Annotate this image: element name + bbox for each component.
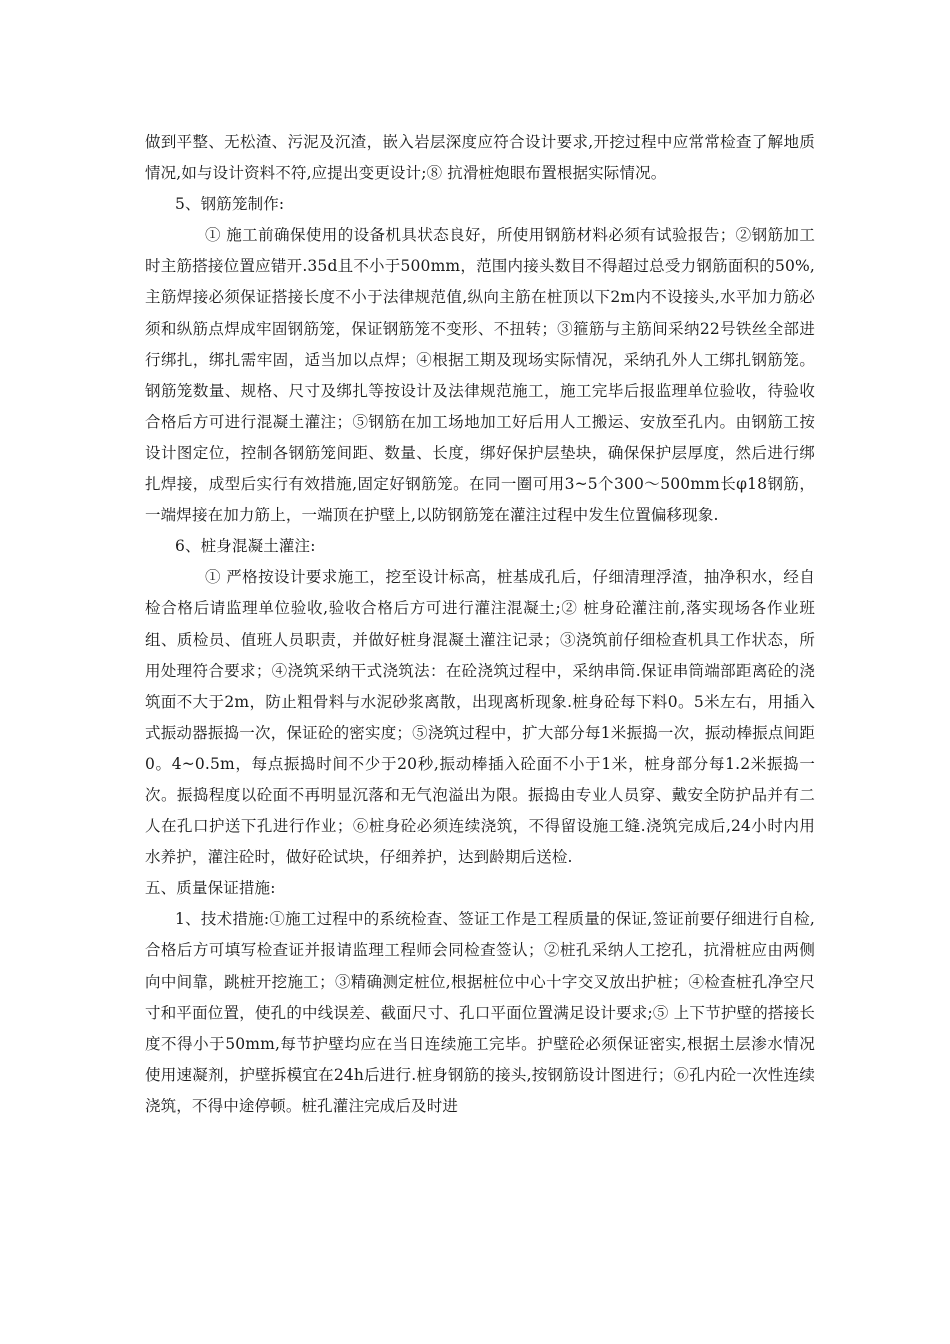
heading-rebar-cage: 5、钢筋笼制作: <box>175 195 285 214</box>
document-body <box>145 127 815 1122</box>
paragraph-rebar-cage: ① 施工前确保使用的设备机具状态良好，所使用钢筋材料必须有试验报告；②钢筋加工时主筋搭接位置应错开.35d且不小于500mm，范围内接头数目不得超过总受力钢筋面积的50%,主筋焊接必须保证搭接长度不小于法律规范值,纵向主筋在桩顶以下2m内不设接头,水平加力筋必须和纵筋点焊成牢固钢筋笼，保证钢筋笼不变形、不扭转；③箍筋与主筋间采纳22号铁丝全部进行绑扎，绑扎需牢固，适当加以点焊；④根据工期及现场实际情况，采纳孔外人工绑扎钢筋笼。钢筋笼数量、规格、尺寸及绑扎等按设计及法律规范施工，施工完毕后报监理单位验收，待验收合格后方可进行混凝土灌注；⑤钢筋在加工场地加工好后用人工搬运、安放至孔内。由钢筋工按设计图定位，控制各钢筋笼间距、数量、长度，绑好保护层垫块，确保保护层厚度，然后进行绑扎焊接，成型后实行有效措施,固定好钢筋笼。在同一圈可用3~5个300～500mm长φ18钢筋，一端焊接在加力筋上，一端顶在护壁上,以防钢筋笼在灌注过程中发生位置偏移现象. <box>145 226 815 525</box>
heading-concrete-pouring: 6、桩身混凝土灌注: <box>175 537 316 556</box>
paragraph-continuation: 做到平整、无松渣、污泥及沉渣，嵌入岩层深度应符合设计要求,开挖过程中应常常检查了解地质情况,如与设计资料不符,应提出变更设计;⑧ 抗滑桩炮眼布置根据实际情况。 <box>145 133 815 183</box>
paragraph-technical-measures: 1、技术措施:①施工过程中的系统检查、签证工作是工程质量的保证,签证前要仔细进行自检,合格后方可填写检查证并报请监理工程师会同检查签认；②桩孔采纳人工挖孔，抗滑桩应由两侧向中间靠，跳桩开挖施工；③精确测定桩位,根据桩位中心十字交叉放出护桩；④检查桩孔净空尺寸和平面位置，使孔的中线误差、截面尺寸、孔口平面位置满足设计要求;⑤ 上下节护壁的搭接长度不得小于50mm,每节护壁均应在当日连续施工完毕。护壁砼必须保证密实,根据土层渗水情况使用速凝剂，护壁拆模宜在24h后进行.桩身钢筋的接头,按钢筋设计图进行；⑥孔内砼一次性连续浇筑，不得中途停顿。桩孔灌注完成后及时进 <box>145 910 815 1115</box>
heading-quality-assurance: 五、质量保证措施: <box>145 879 276 898</box>
paragraph-concrete-pouring: ① 严格按设计要求施工，挖至设计标高，桩基成孔后，仔细清理浮渣，抽净积水，经自检合格后请监理单位验收,验收合格后方可进行灌注混凝土;② 桩身砼灌注前,落实现场各作业班组、质检员、值班人员职责，并做好桩身混凝土灌注记录；③浇筑前仔细检查机具工作状态，所用处理符合要求；④浇筑采纳干式浇筑法：在砼浇筑过程中，采纳串筒.保证串筒端部距离砼的浇筑面不大于2m，防止粗骨料与水泥砂浆离散，出现离析现象.桩身砼每下料0。5米左右，用插入式振动器振捣一次，保证砼的密实度；⑤浇筑过程中，扩大部分每1米振捣一次，振动棒振点间距0。4~0.5m，每点振捣时间不少于20秒,振动棒插入砼面不小于1米，桩身部分每1.2米振捣一次。振捣程度以砼面不再明显沉落和无气泡溢出为限。振捣由专业人员穿、戴安全防护品并有二人在孔口护送下孔进行作业；⑥桩身砼必须连续浇筑，不得留设施工缝.浇筑完成后,24小时内用水养护，灌注砼时，做好砼试块，仔细养护，达到龄期后送检. <box>145 568 815 867</box>
